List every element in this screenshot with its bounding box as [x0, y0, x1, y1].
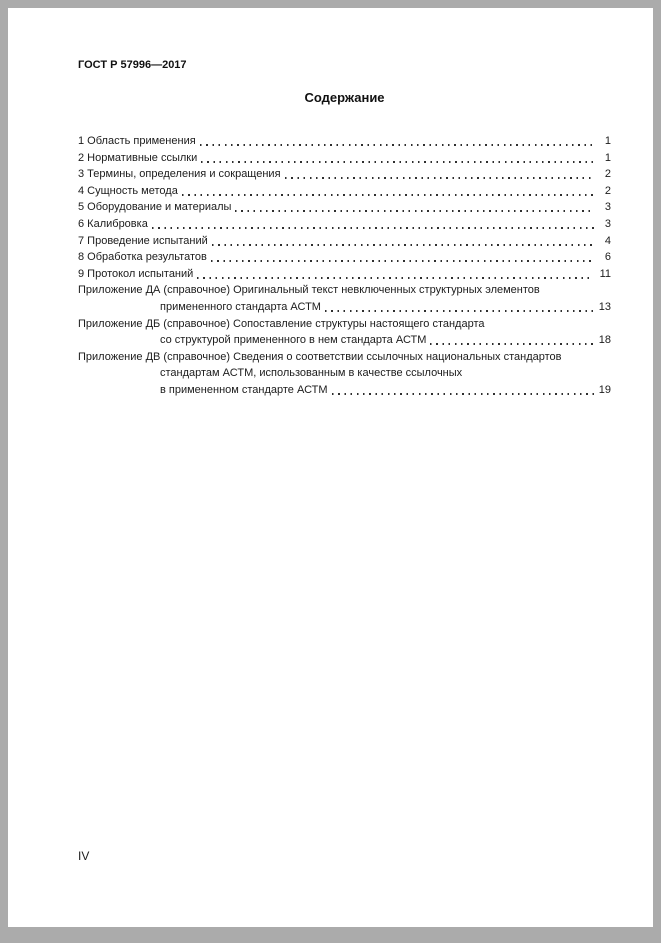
toc-page-number: 2	[604, 184, 611, 197]
toc-entry-text: Приложение ДА (справочное) Оригинальный текст невключенных структурных элементов	[78, 284, 540, 297]
toc-page-number: 3	[604, 201, 611, 214]
toc-entry-text: 2 Нормативные ссылки	[78, 151, 198, 164]
toc-entry-line	[78, 233, 611, 250]
toc-entry-text: 4 Сущность метода	[78, 184, 178, 197]
toc-dot-leader	[332, 393, 594, 395]
toc-page-number: 18	[598, 334, 611, 347]
toc-page-number: 1	[604, 135, 611, 147]
toc-entry-text: 6 Калибровка	[78, 217, 148, 230]
toc-dot-leader	[152, 227, 594, 229]
toc-page-number: 11	[599, 267, 611, 280]
toc-entry-text: 8 Обработка результатов	[78, 251, 207, 264]
toc-page-number: 1	[604, 151, 611, 164]
toc-dot-leader	[235, 210, 594, 212]
toc-page-number: 13	[598, 300, 611, 313]
toc-entry-text: Приложение ДВ (справочное) Сведения о соответствии ссылочных национальных стандартов	[78, 350, 562, 363]
toc-dot-leader	[201, 161, 594, 163]
toc-entry-text: 1 Область применения	[78, 135, 196, 147]
toc-entry-text: 9 Протокол испытаний	[78, 267, 194, 280]
toc-entry-line	[78, 216, 611, 233]
toc-page-number: 2	[604, 168, 611, 181]
toc-entry-line	[78, 349, 611, 366]
toc-entry-text: со структурой примененного в нем стандарта АСТМ	[160, 334, 427, 347]
toc-dot-leader	[285, 177, 594, 179]
toc-entry-line	[78, 266, 611, 283]
toc-entry-line	[78, 166, 611, 183]
toc-page-number: 4	[604, 234, 611, 247]
toc-dot-leader	[182, 194, 594, 196]
toc-entry-line	[78, 299, 611, 316]
toc-entry-text: Приложение ДБ (справочное) Сопоставление структуры настоящего стандарта	[78, 317, 485, 330]
toc-dot-leader	[211, 260, 594, 262]
toc-entry-text: 7 Проведение испытаний	[78, 234, 208, 247]
page-title: Содержание	[304, 90, 385, 105]
toc-page-number: 3	[604, 217, 611, 230]
toc-entry-line	[78, 150, 611, 167]
toc-dot-leader	[197, 277, 594, 279]
toc-entry-line	[78, 382, 611, 399]
toc-entry-line	[78, 332, 611, 349]
toc-entry-line	[78, 249, 611, 266]
toc-page-number: 19	[598, 383, 611, 396]
toc-entry-text: 3 Термины, определения и сокращения	[78, 168, 281, 181]
document-page	[8, 8, 653, 927]
toc-entry-text: примененного стандарта АСТМ	[160, 300, 321, 313]
page-number-footer: IV	[78, 849, 90, 863]
toc-entry-line	[78, 365, 611, 382]
toc-entry-text: в примененном стандарте АСТМ	[160, 383, 328, 396]
toc-page-number: 6	[604, 251, 611, 264]
document-standard-code: ГОСТ Р 57996—2017	[78, 59, 187, 71]
toc-entry-text: 5 Оборудование и материалы	[78, 201, 232, 214]
toc-entry-line	[78, 183, 611, 200]
toc-entry-text: стандартам АСТМ, использованным в качестве ссылочных	[160, 367, 463, 380]
toc-entry-line	[78, 133, 611, 150]
toc-dot-leader	[325, 310, 594, 312]
toc-dot-leader	[212, 244, 594, 246]
toc-entry-line	[78, 282, 611, 299]
toc-entry-line	[78, 199, 611, 216]
toc-list	[78, 133, 611, 399]
toc-dot-leader	[430, 343, 594, 345]
toc-entry-line	[78, 316, 611, 333]
toc-dot-leader	[200, 144, 594, 146]
